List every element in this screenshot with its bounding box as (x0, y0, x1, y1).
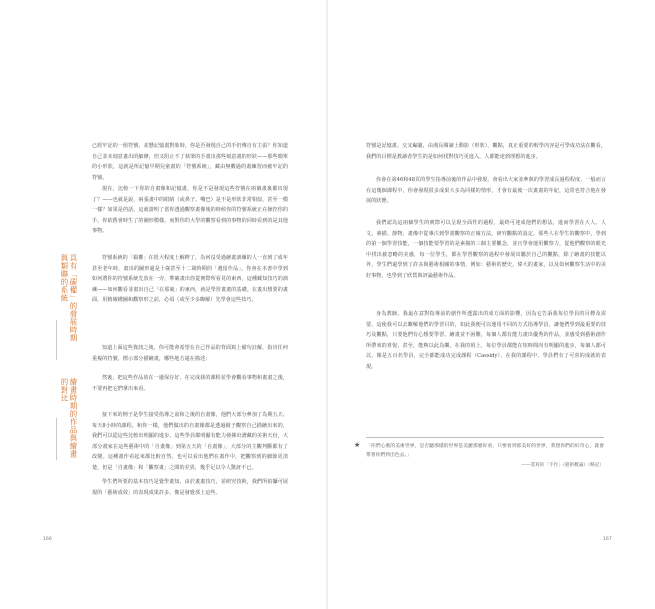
right-page-number: 167 (603, 537, 612, 542)
left-paragraph-4: 知道上面這些資訊之後，你可能會希望在自己作品的背面寫上備句註解，指出任何重複的符號，標示部分描繪畫，哪些地方還在描述； (92, 345, 288, 362)
left-paragraph-5: 然後，把這些作品放在一邊保存好，在完成我的課程並學會觀看事物和畫畫之後，不要再把它們拿出來看。 (92, 375, 288, 392)
left-paragraph-1: 已經牢記的一組符號，並懸記憶畫對象時，你是否發現自己的手仍傳自有主張？你知道自己並未刻意畫出的細條，但又阻止不了執筆的手畫出那些刻意畫的形狀——那些簡單的小形狀，這就是所記憶早期兒童畫的「符號系統」，藏由無數過的畫練習而被牢記的符號。 (92, 143, 288, 181)
right-paragraph-3: 我們認為這兩個學生的實際可以呈現全面性的過程，最終可達成他們的想法，進而學習在大人、人文、素描、靜物、畫像中從專注到學畫觀察的正確方法，研究觀點的設定。那些人在學生的觀察中，學到的第一個學習技能，一個技能要學習的是素描的三個主要觀念，並且學會運用觀察力，從他們觀察的眼光中找出被忽略的美感，每一位學生，都在學習觀察的過程中發展出屬於自己的觀點，除了繪畫的技能以外，學生們還學到了許多與藝術相關的事情，例如：藝術的歷史，偉大的畫家，以及如何觀察生活中的美好事物，也學到了欣賞與評論藝術作品。 (366, 220, 606, 279)
left-paragraph-3: 符號系統的「霸權」在很大程度上解釋了，為何沒受過繪畫訓練的人一直到了成年甚至老年時，畫出的圖形還是十歲甚至十二歲時期的「遺留作品」。你會在本書中學到如何將你的符號系統先放在一旁，準確畫出你從實際所看見的東西。這種藏知技巧的訓練——如何觀看並畫出自己「在那裏」的東西，就是學習畫畫的基礎。在畫出想要的畫面，用精確構圖和觀察形之前，必須（或至少多瞭解）先學會這些技巧。 (92, 255, 288, 304)
sidenote-rule-1 (56, 320, 57, 360)
quote-box (354, 437, 604, 468)
left-page (0, 0, 327, 609)
left-paragraph-7: 學生們所要的基本技巧是覺學畫知，由於畫畫技巧，並研究技術，我們所拍攝可展現的「藝術成效」的表現成果許多，像是發覺那上這些。 (92, 479, 288, 496)
right-page (327, 0, 655, 609)
left-paragraph-6: 接下來的例子是學生接受指導之前和之後的自畫像，他們大部分參加了為期五天、每天8小時的課程，和你一樣，他們做出的自畫像都是透過鏡子觀察自己描繪出來的，我們可以從這些比較出明顯的進步。這些學員都明顯有能力發揮出潛藏的美術天份，大部分畫家在這些藝術中的「自畫像」到第五天的「自畫像」，大部分的主觀判斷都有了改變。這種畫作看起來都比較自然，也可以看出他們在畫作中，把觀察到的細節更清楚，但是「自畫像」和「觀察畫」之間的差異，幾乎足以令人驚訝不已。 (92, 412, 288, 471)
sidenote-rule-2 (56, 418, 57, 460)
left-sidenote-2: 繪畫時期的作品與繪畫的對比 (60, 378, 78, 458)
left-paragraph-2: 現在，比較一下你的自畫像和記憶畫，你是不是發現這些符號在兩個畫裏都出現了？——也就是說，兩張畫中的眼睛（或鼻子、嘴巴）是不是形狀非常相似，甚至一模一樣？如果是的話，這就證明了當你透過觀察畫像後的時候你的符號系統正在操控你的手，你依舊會時生了的圖形模樣，而對你的大學的觀察看到的事物的同時看到的是其他事物。 (92, 186, 288, 235)
quote-text: 「你們心裏的美術世界，是否聽那樣的世界是美麗那麼好看，只要看到那美好的世界，我想你們的好奇心，就會帶著你們到出色去。」 (366, 444, 604, 458)
star-icon: ★ (354, 441, 361, 449)
right-paragraph-4: 身為教師，我最在意對指導前的創作所透露出的成方面的影響，因為它告訴我每位學員的目標及需要，這使我可以去瞭解他們的學習目的，如此我便可以運用不同的方式指導學員，讓他們學到最重要的技巧及觀點，只要他們有心想要學習、繪畫並不困難，每個人都有能力畫出優秀的作品，並感受到藝術創作所帶來的喜悅，甚至，能夠以此為樂，在我的班上，每位學員都能在短時間內有明顯的進步，每個人都可以，像是五百名學員，完全都能成功完成課程（Cassidy）、在我的課程中，學員們有了可喜的成就的表現。 (366, 311, 606, 370)
left-page-number: 166 (43, 537, 52, 542)
right-paragraph-1: 符號是記憶畫、交叉編纂，由漫長閱讀上動影（形狀）、觀點，真正重要的較學內容是可學成功法在觀看，我們的目標是教讀者學生的是如何找對技巧更進入，人都能達到理想的進步。 (366, 143, 606, 160)
quote-source: ——書寫的「手作」《藝術概論》（略記） (521, 463, 604, 468)
left-sidenote-1: 具有「碳權」的發展時期與類聯的系統 (60, 254, 78, 342)
right-paragraph-2: 你會在第46和48頁的學生指導前後的作品中發現，會看出大家並參與的學習成長過程程度，一般而言在這幾個課程中，你會發現很多成果大多為同樣的情形，才會有最後一次畫畫的年紀，這常也符合他在發展的狀態。 (366, 177, 606, 205)
